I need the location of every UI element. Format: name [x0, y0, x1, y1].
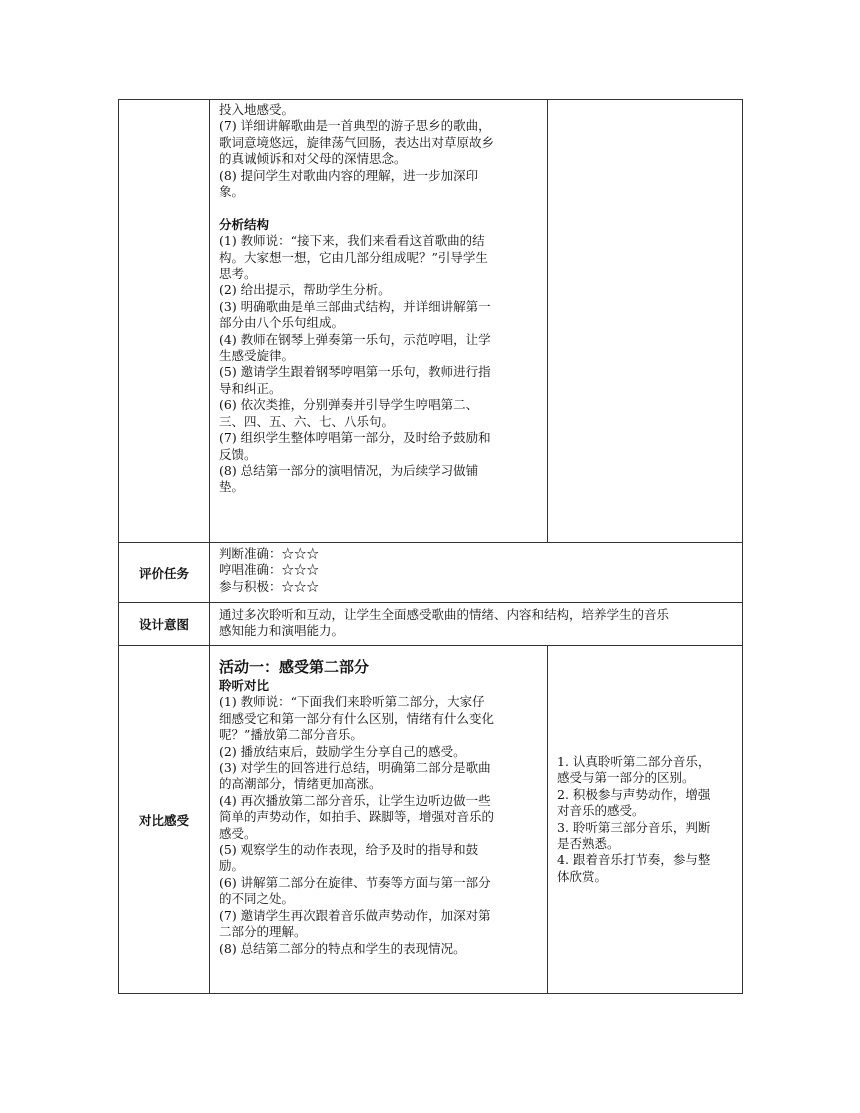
content-line: 三、四、五、六、七、八乐句。 [219, 413, 395, 429]
content-line: (6) 依次类推，分别弹奏并引导学生哼唱第二、 [219, 397, 479, 413]
content-line: 二部分的理解。 [219, 924, 307, 940]
compare-content [210, 646, 547, 960]
content-line: (3) 对学生的回答进行总结，明确第二部分是歌曲 [219, 760, 491, 776]
content-line: 的高潮部分，情绪更加高涨。 [219, 776, 382, 792]
student-line: 体欣赏。 [557, 868, 608, 884]
content-line: 励。 [219, 858, 245, 874]
design-label: 设计意图 [119, 603, 210, 646]
evaluation-line: 判断准确：☆☆☆ [219, 546, 320, 561]
content-line: 简单的声势动作，如拍手、跺脚等，增强对音乐的 [219, 809, 495, 825]
content-line: (3) 明确歌曲是单三部曲式结构，并详细讲解第一 [219, 298, 491, 314]
section-heading: 分析结构 [219, 216, 270, 232]
content-line: (4) 再次播放第二部分音乐，让学生边听边做一些 [219, 792, 491, 808]
content-line: 构。大家想一想，它由几部分组成呢？”引导学生 [219, 249, 488, 265]
design-content-cell [210, 603, 743, 646]
content-line: 思考。 [219, 266, 257, 282]
row1-label-cell [119, 100, 210, 543]
content-line: (5) 邀请学生跟着钢琴哼唱第一乐句，教师进行指 [219, 364, 491, 380]
content-line: (8) 提问学生对歌曲内容的理解，进一步加深印 [219, 167, 479, 183]
compare-label: 对比感受 [119, 646, 210, 994]
evaluation-label: 评价任务 [119, 543, 210, 603]
content-line: 象。 [219, 184, 245, 200]
activity-title: 活动一：感受第二部分 [219, 658, 370, 676]
content-line: (8) 总结第一部分的演唱情况，为后续学习做铺 [219, 462, 479, 478]
design-line: 感知能力和演唱能力。 [219, 623, 345, 639]
table-row-continuation [119, 100, 743, 543]
compare-student-cell [548, 646, 743, 994]
section-heading: 聆听对比 [219, 678, 270, 693]
blank-line [219, 200, 539, 216]
evaluation-line: 哼唱准确：☆☆☆ [219, 562, 320, 578]
content-line: 部分由八个乐句组成。 [219, 315, 345, 331]
evaluation-content-cell [210, 543, 743, 603]
student-line: 3. 聆听第三部分音乐，判断 [557, 819, 711, 835]
table-row-evaluation [119, 543, 743, 603]
content-line: 的真诚倾诉和对父母的深情思念。 [219, 151, 407, 167]
design-line: 通过多次聆听和互动，让学生全面感受歌曲的情绪、内容和结构，培养学生的音乐 [219, 607, 670, 622]
row1-content-cell [210, 100, 548, 543]
content-line: 垫。 [219, 479, 245, 495]
content-line: (7) 邀请学生再次跟着音乐做声势动作，加深对第 [219, 907, 491, 923]
content-line: (2) 给出提示，帮助学生分析。 [219, 282, 391, 298]
content-line: (8) 总结第二部分的特点和学生的表现情况。 [219, 940, 466, 956]
row1-student-cell [548, 100, 743, 543]
content-line: (6) 讲解第二部分在旋律、节奏等方面与第一部分 [219, 874, 491, 890]
student-line: 2. 积极参与声势动作，增强 [557, 786, 711, 802]
content-line: 感受。 [219, 825, 257, 841]
content-line: 细感受它和第一部分有什么区别，情绪有什么变化 [219, 710, 495, 726]
lesson-plan-table [118, 99, 743, 994]
table-row-design [119, 603, 743, 646]
student-line: 感受与第一部分的区别。 [557, 770, 695, 786]
student-line: 对音乐的感受。 [557, 803, 645, 819]
student-line: 是否熟悉。 [557, 835, 620, 851]
content-line: (2) 播放结束后，鼓励学生分享自己的感受。 [219, 743, 466, 759]
evaluation-content [210, 543, 742, 598]
student-line: 4. 跟着音乐打节奏，参与整 [557, 852, 711, 868]
evaluation-line: 参与积极：☆☆☆ [219, 578, 320, 594]
content-line: (4) 教师在钢琴上弹奏第一乐句，示范哼唱，让学 [219, 331, 491, 347]
table-row-compare [119, 646, 743, 994]
content-line: 歌词意境悠远，旋律荡气回肠，表达出对草原故乡 [219, 134, 495, 150]
content-line: (1) 教师说：“下面我们来聆听第二部分，大家仔 [219, 694, 485, 710]
content-line: 反馈。 [219, 446, 257, 462]
content-line: 生感受旋律。 [219, 348, 295, 364]
student-line: 1. 认真聆听第二部分音乐， [557, 753, 711, 769]
content-line: 的不同之处。 [219, 891, 295, 907]
compare-content-cell [210, 646, 548, 994]
row1-content [210, 100, 547, 499]
content-line: (7) 组织学生整体哼唱第一部分，及时给予鼓励和 [219, 430, 491, 446]
content-line: 呢？”播放第二部分音乐。 [219, 727, 363, 743]
student-activities [548, 754, 742, 885]
content-line: (1) 教师说：“接下来，我们来看看这首歌曲的结 [219, 233, 485, 249]
content-line: (5) 观察学生的动作表现，给予及时的指导和鼓 [219, 842, 479, 858]
content-line: 导和纠正。 [219, 380, 282, 396]
content-line: 投入地感受。 [219, 102, 295, 117]
design-content [210, 603, 742, 643]
content-line: (7) 详细讲解歌曲是一首典型的游子思乡的歌曲， [219, 118, 491, 134]
